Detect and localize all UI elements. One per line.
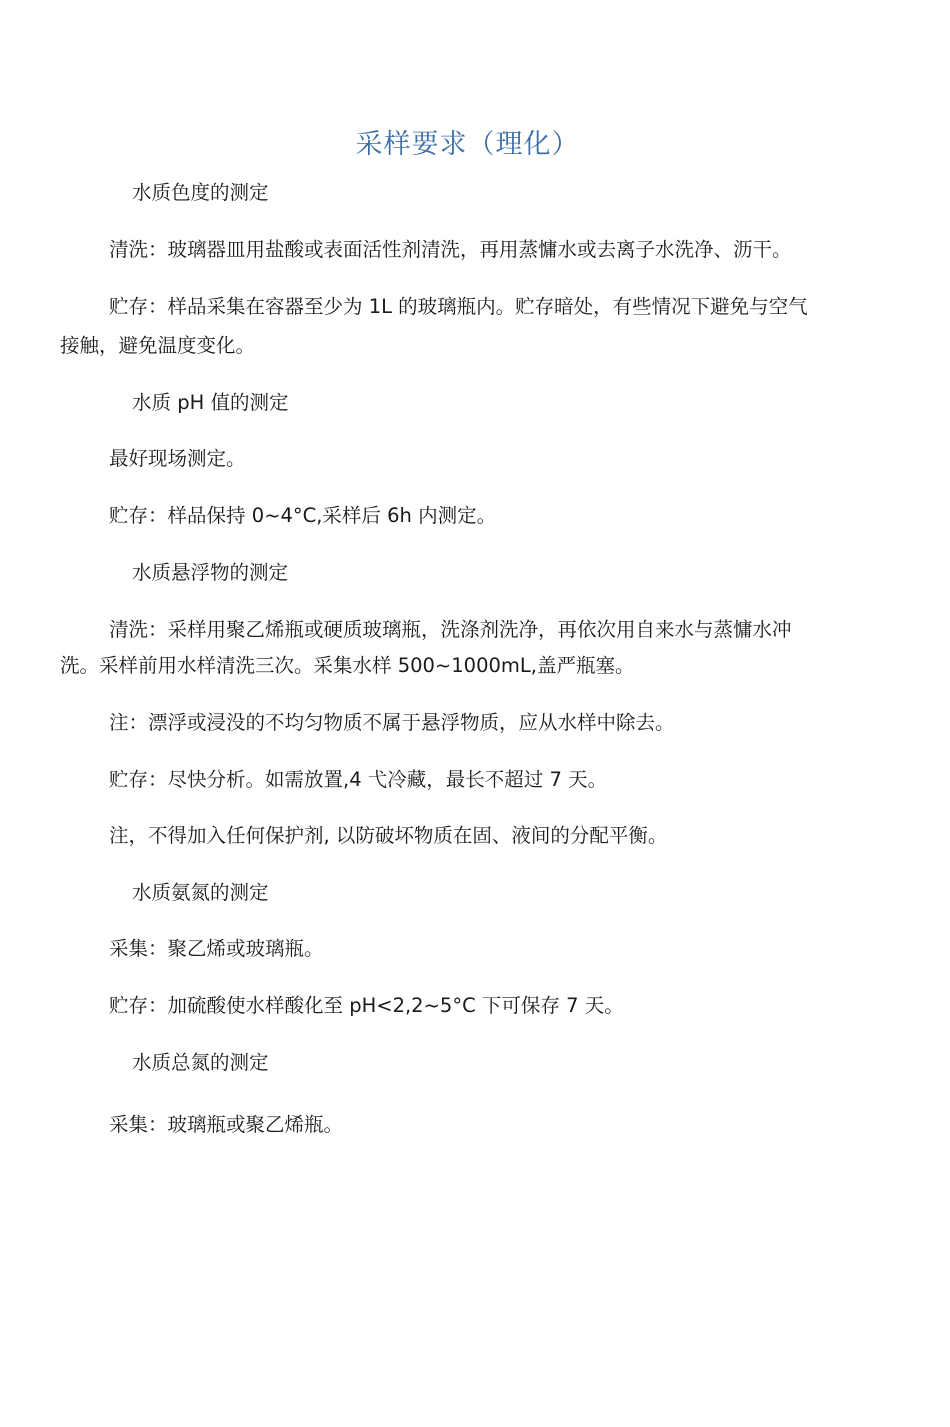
section-heading-color: 水质色度的测定 <box>132 181 269 204</box>
paragraph-note-preservative: 注，不得加入任何保护剂, 以防破坏物质在固、液间的分配平衡。 <box>109 824 668 847</box>
paragraph-cleaning-suspended-continued: 洗。采样前用水样清洗三次。采集水样 500~1000mL,盖严瓶塞。 <box>60 654 635 677</box>
paragraph-cleaning-color: 清洗：玻璃器皿用盐酸或表面活性剂清洗，再用蒸慵水或去离子水洗净、沥干。 <box>109 238 792 261</box>
section-heading-total-nitrogen: 水质总氮的测定 <box>132 1051 269 1074</box>
document-title: 采样要求（理化） <box>355 129 580 160</box>
paragraph-storage-color: 贮存：样品采集在容器至少为 1L 的玻璃瓶内。贮存暗处，有些情况下避免与空气 <box>109 295 808 318</box>
paragraph-ph-onsite: 最好现场测定。 <box>109 447 246 470</box>
paragraph-storage-ammonia: 贮存：加硫酸使水样酸化至 pH<2,2~5°C 下可保存 7 天。 <box>109 994 624 1017</box>
section-heading-ph: 水质 pH 值的测定 <box>132 391 289 414</box>
paragraph-cleaning-suspended: 清洗：采样用聚乙烯瓶或硬质玻璃瓶，洗涤剂洗净，再依次用自来水与蒸慵水冲 <box>109 618 792 641</box>
paragraph-collection-ammonia: 采集：聚乙烯或玻璃瓶。 <box>109 937 324 960</box>
paragraph-note-floating: 注：漂浮或浸没的不均匀物质不属于悬浮物质，应从水样中除去。 <box>109 711 675 734</box>
paragraph-collection-total-nitrogen: 采集：玻璃瓶或聚乙烯瓶。 <box>109 1113 344 1136</box>
section-heading-suspended-solids: 水质悬浮物的测定 <box>132 561 289 584</box>
paragraph-storage-color-continued: 接触，避免温度变化。 <box>60 334 256 357</box>
section-heading-ammonia: 水质氨氮的测定 <box>132 881 269 904</box>
paragraph-storage-ph: 贮存：样品保持 0~4°C,采样后 6h 内测定。 <box>109 504 497 527</box>
paragraph-storage-suspended: 贮存：尽快分析。如需放置,4 弋冷藏，最长不超过 7 天。 <box>109 768 608 791</box>
